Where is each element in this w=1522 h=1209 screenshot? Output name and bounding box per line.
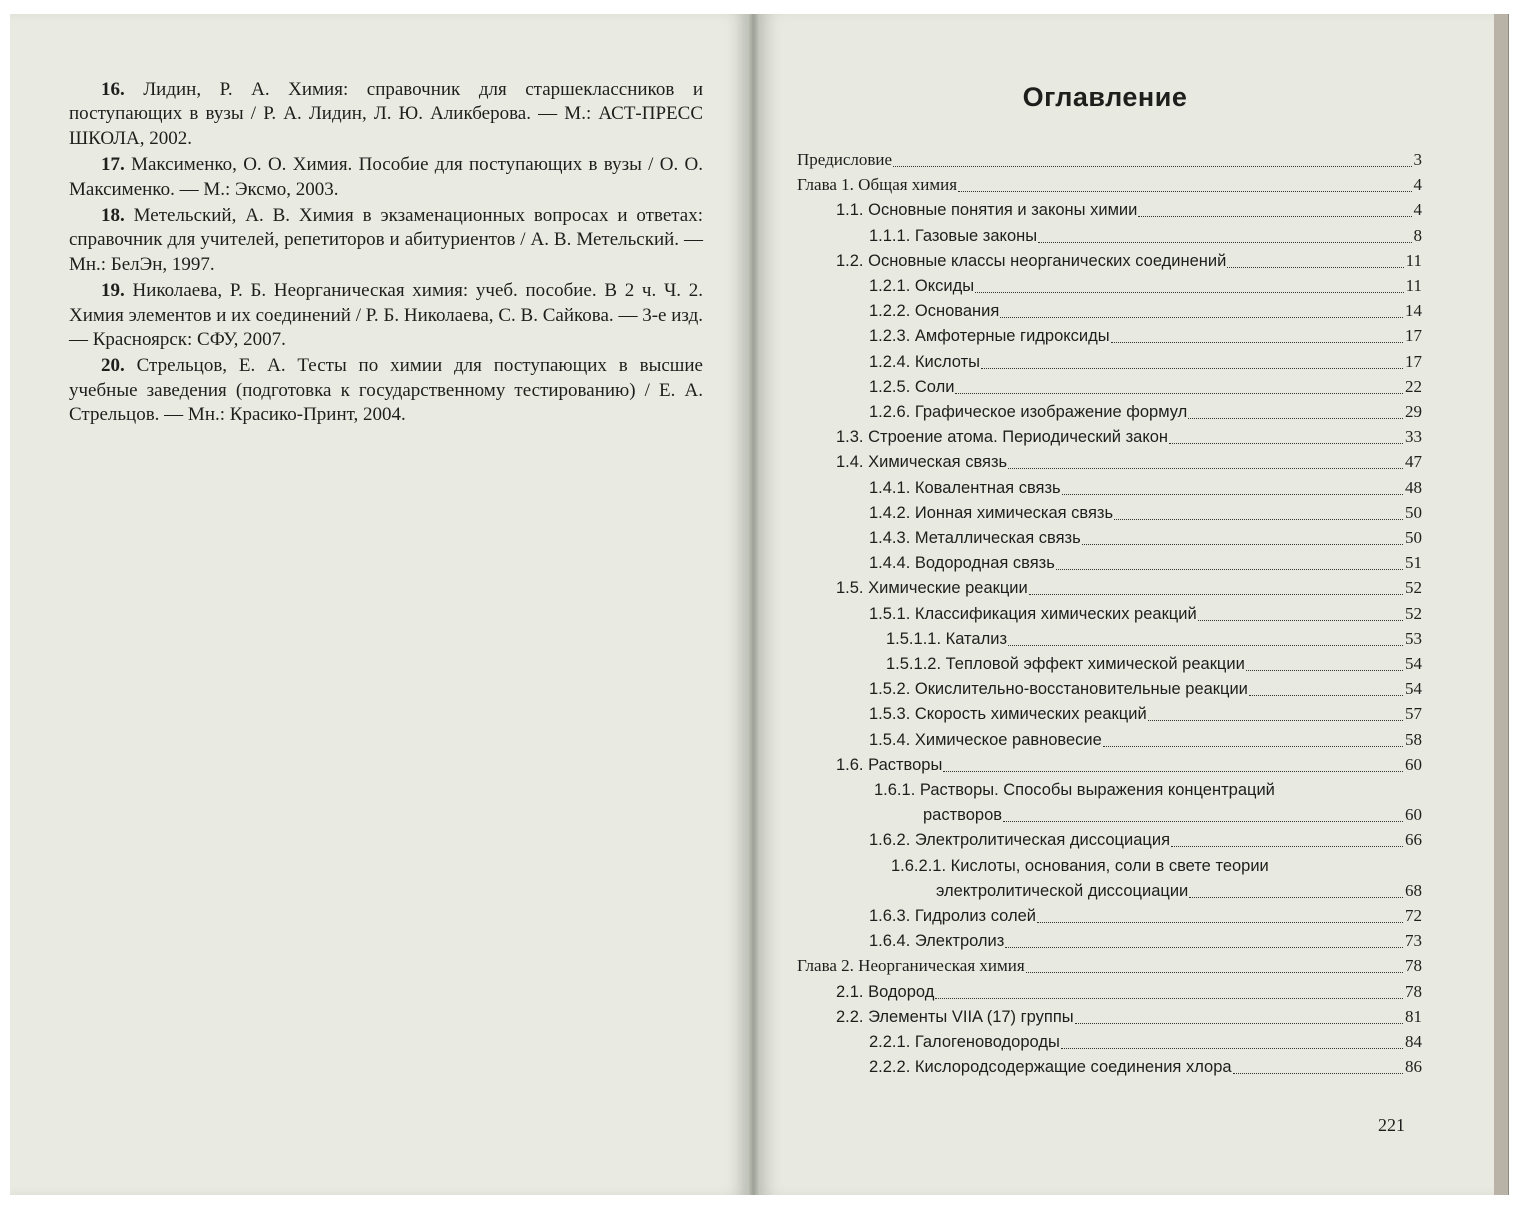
toc-leader — [1029, 594, 1403, 595]
toc-page-number: 17 — [1405, 351, 1422, 371]
toc-entry-label: 1.2.4. Кислоты — [869, 352, 980, 371]
toc-entry-label: 2.1. Водород — [836, 982, 935, 1001]
toc-page-number: 54 — [1405, 679, 1422, 699]
toc-page-number: 50 — [1405, 528, 1422, 547]
toc-page-number: 78 — [1405, 956, 1422, 976]
toc-page-number: 33 — [1405, 427, 1422, 447]
toc-leader — [1246, 670, 1403, 671]
toc-page-number: 8 — [1413, 225, 1422, 245]
toc-page-number: 72 — [1405, 906, 1422, 925]
toc-entry[interactable] — [0, 400, 1422, 424]
toc-leader — [1082, 544, 1403, 545]
toc-entry[interactable] — [0, 652, 1422, 676]
toc-leader — [955, 393, 1403, 394]
reference-text: Лидин, Р. А. Химия: справочник для старшеклассников и поступающих в вузы / Р. А. Лидин, Л. Ю. Аликберова. — М.: АСТ-ПРЕСС ШКОЛА, 2002. — [69, 79, 704, 149]
toc-leader — [1061, 1048, 1403, 1049]
toc-page-number: 51 — [1405, 553, 1422, 573]
toc-entry[interactable] — [0, 224, 1422, 248]
toc-entry[interactable] — [0, 551, 1422, 575]
reference-item — [69, 78, 703, 151]
reference-number: 19. — [101, 280, 125, 302]
page-edge — [1494, 14, 1509, 1195]
toc-entry-label: 1.4.4. Водородная связь — [869, 554, 1055, 573]
toc-entry[interactable] — [0, 198, 1422, 222]
toc-entry[interactable] — [0, 324, 1422, 348]
toc-leader — [981, 368, 1403, 369]
toc-entry-label: 1.5.1. Классификация химических реакций — [869, 604, 1197, 623]
toc-entry[interactable] — [0, 1055, 1422, 1079]
toc-leader — [1114, 519, 1403, 520]
toc-entry[interactable] — [0, 375, 1422, 399]
toc-entry-label: 1.6. Растворы — [836, 755, 943, 774]
toc-entry-label: 1.2.5. Соли — [869, 377, 955, 396]
toc-entry-label: 1.2.1. Оксиды — [869, 277, 975, 295]
toc-page-number: 54 — [1405, 654, 1422, 673]
toc-leader — [1037, 922, 1403, 923]
toc-page-number: 47 — [1405, 452, 1422, 472]
toc-leader — [975, 292, 1404, 293]
toc-page-number: 3 — [1413, 150, 1422, 169]
toc-entry[interactable] — [0, 274, 1422, 298]
toc-leader — [1233, 1073, 1403, 1074]
toc-entry[interactable] — [0, 1030, 1422, 1054]
toc-entry-label: 1.6.3. Гидролиз солей — [869, 907, 1036, 925]
toc-page-number: 78 — [1405, 981, 1422, 1001]
toc-leader — [1038, 242, 1411, 243]
toc-page-number: 11 — [1405, 250, 1422, 270]
toc-leader — [1008, 468, 1403, 469]
reference-text: Максименко, О. О. Химия. Пособие для поступающих в вузы / О. О. Максименко. — М.: Эксмо, 2003. — [69, 154, 703, 200]
reference-text: Стрельцов, Е. А. Тесты по химии для поступающих в высшие учебные заведения (подготовка к государственному тестированию) / Е. А. Стрельцов. — Мн.: Красико-Принт, 2004. — [69, 355, 703, 426]
toc-entry-label: 2.2.2. Кислородсодержащие соединения хлора — [869, 1058, 1232, 1077]
toc-entry-continuation[interactable] — [0, 803, 1422, 827]
toc-entry[interactable] — [0, 728, 1422, 752]
toc-leader — [1138, 216, 1411, 217]
reference-number: 20. — [101, 355, 125, 377]
toc-page-number: 58 — [1405, 729, 1422, 749]
toc-entry[interactable] — [0, 476, 1422, 500]
toc-entry-label: электролитической диссоциации — [936, 881, 1189, 900]
reference-number: 17. — [101, 154, 125, 176]
toc-entry[interactable] — [0, 602, 1422, 626]
toc-title: Оглавление — [1022, 82, 1188, 112]
toc-entry-label: 1.4.1. Ковалентная связь — [869, 478, 1061, 497]
toc-leader — [943, 771, 1403, 772]
toc-entry[interactable] — [0, 677, 1422, 701]
toc-entry-label: 1.6.2.1. Кислоты, основания, соли в свете теории — [891, 856, 1269, 875]
toc-page-number: 17 — [1405, 326, 1422, 346]
toc-entry-label: Предисловие — [797, 150, 893, 169]
toc-entry-label: 1.5.2. Окислительно-восстановительные реакции — [869, 680, 1248, 699]
toc-leader — [1003, 821, 1403, 822]
toc-leader — [1111, 342, 1403, 343]
toc-entry-label: 1.5. Химические реакции — [836, 579, 1028, 598]
toc-entry[interactable] — [0, 173, 1422, 197]
toc-leader — [1075, 1023, 1403, 1024]
toc-entry-label: 1.4. Химическая связь — [836, 453, 1008, 472]
toc-page-number: 60 — [1405, 805, 1422, 825]
toc-leader — [1169, 443, 1403, 444]
toc-page-number: 52 — [1405, 603, 1422, 623]
toc-leader — [1249, 695, 1403, 696]
toc-entry[interactable] — [0, 753, 1422, 777]
toc-page-number: 84 — [1405, 1032, 1422, 1051]
toc-entry[interactable] — [0, 904, 1422, 928]
reference-number: 16. — [101, 79, 125, 100]
toc-entry[interactable] — [0, 148, 1422, 172]
toc-entry[interactable] — [0, 425, 1422, 449]
toc-leader — [1000, 317, 1403, 318]
toc-entry-label: 1.1. Основные понятия и законы химии — [836, 201, 1138, 220]
page-number: 221 — [1378, 1115, 1405, 1135]
toc-entry-continuation[interactable] — [0, 879, 1422, 903]
toc-leader — [1188, 418, 1403, 419]
toc-leader — [1005, 947, 1403, 948]
toc-entry-label: 1.5.1.2. Тепловой эффект химической реакции — [886, 655, 1245, 673]
toc-leader — [958, 191, 1411, 192]
toc-leader — [1062, 494, 1403, 495]
toc-page-number: 29 — [1405, 402, 1422, 421]
toc-leader — [1171, 846, 1403, 847]
toc-page-number: 4 — [1413, 175, 1422, 195]
toc-entry-label: 1.2.6. Графическое изображение формул — [869, 403, 1188, 421]
toc-entry[interactable] — [0, 501, 1422, 525]
toc-leader — [1227, 267, 1403, 268]
toc-leader — [1103, 746, 1403, 747]
toc-page-number: 73 — [1405, 931, 1422, 951]
toc-entry-label: 1.4.2. Ионная химическая связь — [869, 503, 1114, 522]
toc-entry-label: 1.5.4. Химическое равновесие — [869, 730, 1102, 749]
toc-page-number: 81 — [1405, 1006, 1422, 1026]
toc-entry-label: 1.6.1. Растворы. Способы выражения концентраций — [874, 781, 1275, 799]
toc-page-number: 60 — [1405, 754, 1422, 774]
toc-entry-label: 1.6.4. Электролиз — [869, 932, 1005, 951]
toc-page-number: 66 — [1405, 830, 1422, 850]
toc-entry[interactable] — [0, 778, 1422, 802]
toc-entry[interactable] — [0, 350, 1422, 377]
toc-entry-label: растворов — [923, 806, 1003, 825]
toc-page-number: 48 — [1405, 477, 1422, 497]
toc-leader — [1026, 972, 1403, 973]
toc-entry-label: 2.2.1. Галогеноводороды — [869, 1033, 1060, 1051]
toc-leader — [1198, 620, 1403, 621]
reference-text: Николаева, Р. Б. Неорганическая химия: учеб. пособие. В 2 ч. Ч. 2. Химия элементов и их соединений / Р. Б. Николаева, С. В. Сайкова. — 3-е изд. — Красноярск: СФУ, 2007. — [69, 280, 704, 351]
toc-leader — [1056, 569, 1403, 570]
toc-entry[interactable] — [0, 576, 1422, 600]
toc-entry-label: 1.2.2. Основания — [869, 302, 1000, 321]
toc-entry[interactable] — [0, 249, 1422, 273]
toc-entry-label: 1.5.3. Скорость химических реакций — [869, 705, 1147, 724]
reference-number: 18. — [101, 205, 125, 227]
toc-entry[interactable] — [0, 702, 1422, 726]
toc-leader — [1008, 645, 1403, 646]
toc-entry-label: 1.1.1. Газовые законы — [869, 226, 1038, 245]
toc-entry[interactable] — [0, 854, 1422, 878]
toc-entry-label: Глава 2. Неорганическая химия — [797, 956, 1025, 976]
toc-entry[interactable] — [0, 526, 1422, 550]
reference-text: Метельский, А. В. Химия в экзаменационных вопросах и ответах: справочник для учителей, репетиторов и абитуриентов / А. В. Метельский. — Мн.: БелЭн, 1997. — [69, 205, 704, 275]
toc-leader — [893, 166, 1411, 167]
toc-entry[interactable] — [0, 828, 1422, 852]
toc-entry-label: 1.3. Строение атома. Периодический закон — [836, 428, 1169, 447]
toc-entry[interactable] — [0, 954, 1422, 978]
toc-entry-label: 1.4.3. Металлическая связь — [869, 529, 1081, 547]
toc-page-number: 52 — [1405, 578, 1422, 598]
toc-page-number: 4 — [1413, 200, 1422, 220]
toc-entry-label: 1.6.2. Электролитическая диссоциация — [869, 831, 1171, 850]
toc-page-number: 50 — [1405, 502, 1422, 522]
toc-page-number: 57 — [1405, 704, 1422, 724]
toc-entry[interactable] — [0, 450, 1422, 474]
toc-page-number: 68 — [1405, 880, 1422, 900]
toc-entry-label: Глава 1. Общая химия — [797, 175, 958, 195]
toc-entry[interactable] — [0, 627, 1422, 651]
toc-page-number: 53 — [1405, 628, 1422, 648]
toc-page-number: 86 — [1405, 1057, 1422, 1077]
toc-entry-label: 1.5.1.1. Катализ — [886, 629, 1008, 648]
toc-leader — [1148, 720, 1403, 721]
toc-entry[interactable] — [0, 929, 1422, 953]
toc-entry[interactable] — [0, 980, 1422, 1004]
toc-entry-label: 1.2. Основные классы неорганических соединений — [836, 251, 1227, 270]
toc-page-number: 22 — [1405, 376, 1422, 396]
toc-page-number: 14 — [1405, 301, 1422, 321]
toc-leader — [1189, 897, 1403, 898]
toc-entry[interactable] — [0, 1005, 1422, 1029]
toc-leader — [935, 998, 1403, 999]
toc-entry-label: 2.2. Элементы VIIA (17) группы — [836, 1007, 1074, 1026]
toc-entry-label: 1.2.3. Амфотерные гидроксиды — [869, 327, 1110, 346]
toc-page-number: 11 — [1405, 276, 1422, 295]
toc-entry[interactable] — [0, 299, 1422, 323]
